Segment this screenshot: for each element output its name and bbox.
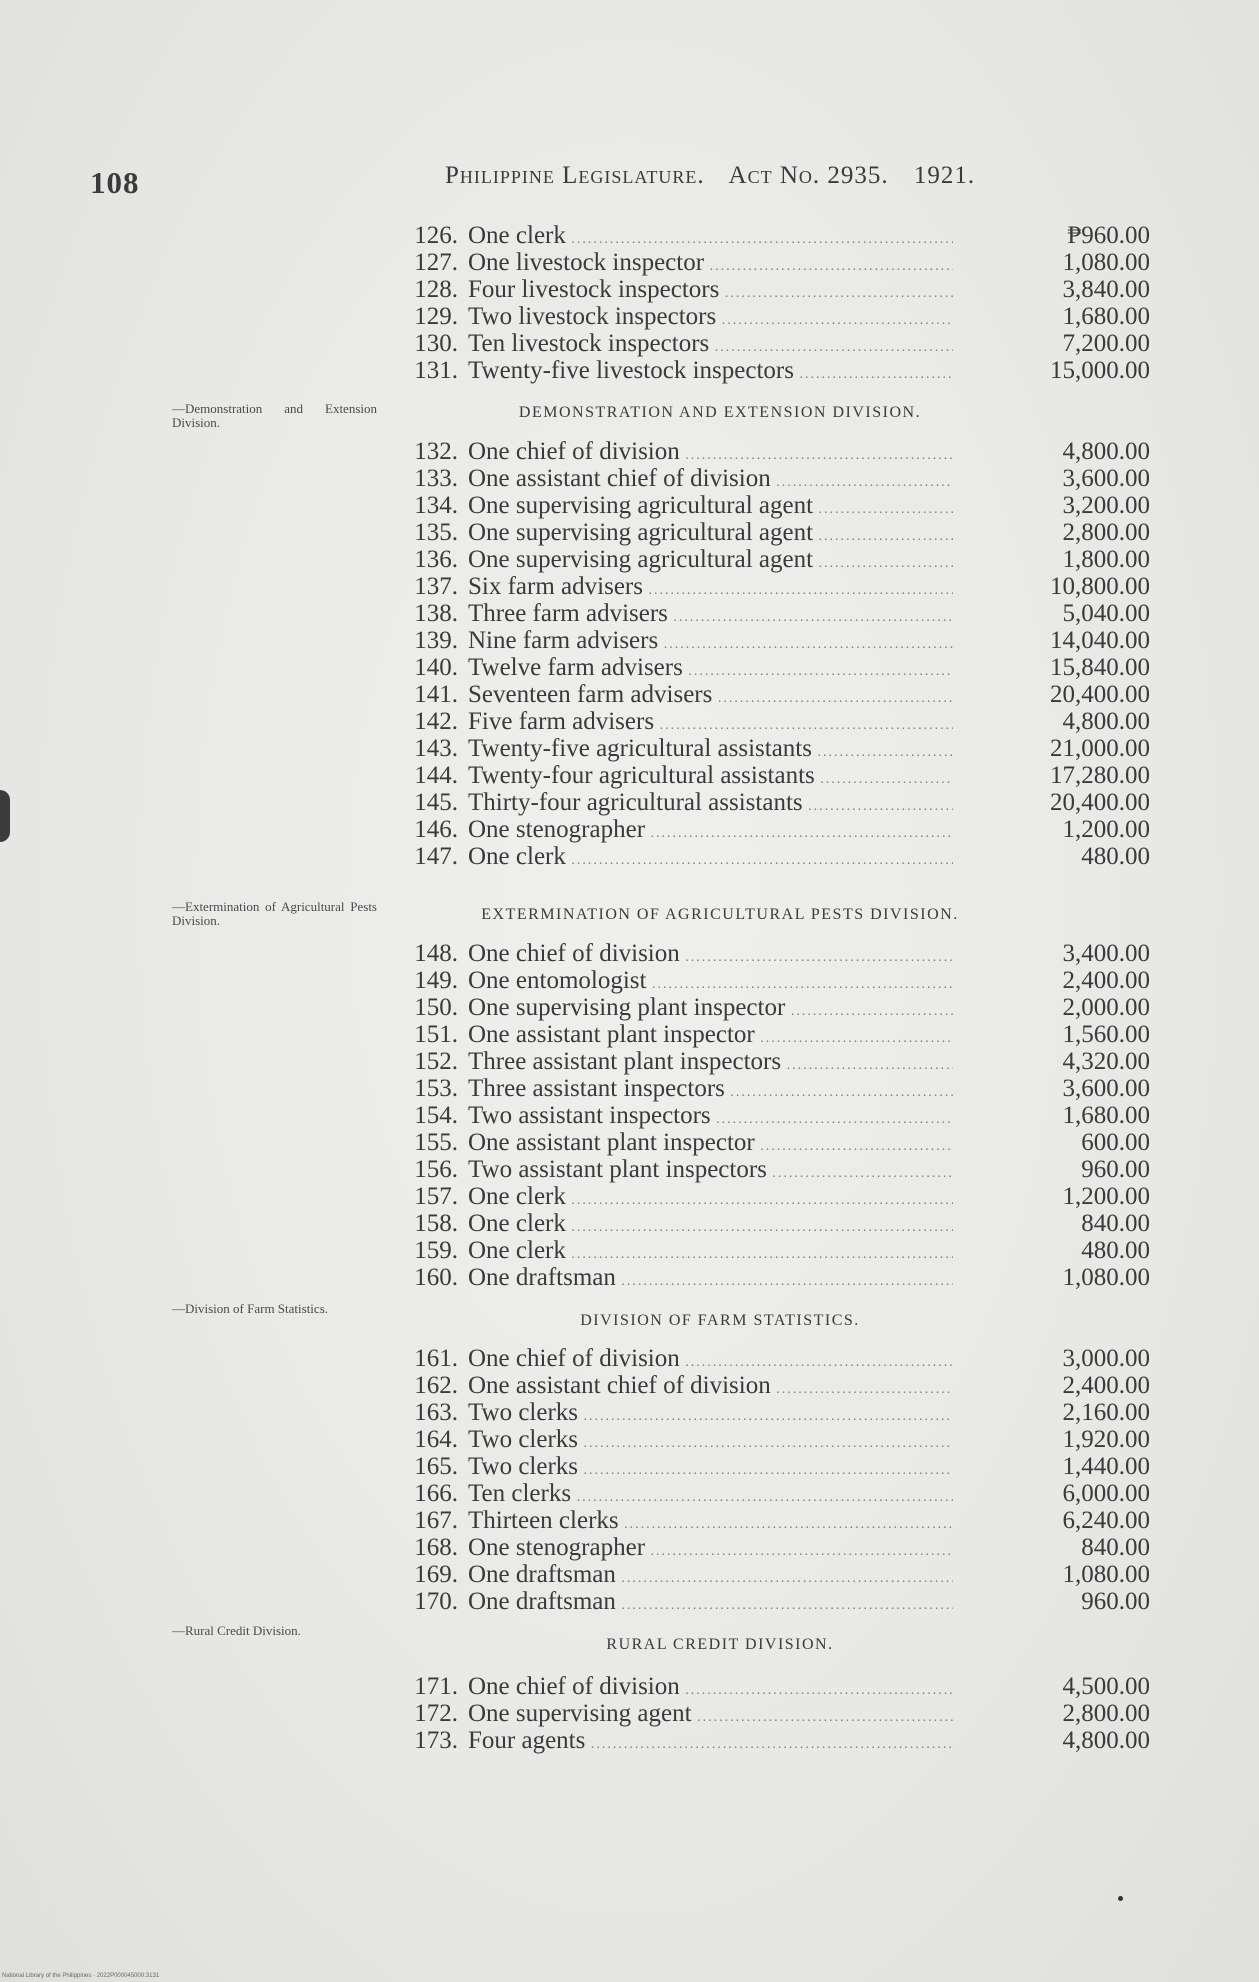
item-amount: 4,800.00 (1062, 438, 1150, 465)
item-number: 157. (414, 1183, 458, 1210)
table-row (400, 1075, 1150, 1102)
item-number: 142. (414, 708, 458, 735)
table-row (400, 1264, 1150, 1291)
item-amount: 840.00 (1081, 1210, 1150, 1237)
item-amount: 2,160.00 (1062, 1399, 1150, 1426)
margin-note-demonstration: —Demonstration and Extension Division. (172, 401, 377, 430)
item-description: Twenty-five agricultural assistants ..... (468, 735, 953, 766)
item-amount: 6,240.00 (1062, 1507, 1150, 1534)
table-row (400, 1156, 1150, 1183)
item-amount: 1,080.00 (1062, 1561, 1150, 1588)
item-amount: 1,080.00 (1062, 249, 1150, 276)
item-amount: 480.00 (1081, 843, 1150, 870)
item-description: One clerk ..... (468, 1237, 953, 1268)
scan-edge-mark (0, 790, 10, 842)
item-number: 156. (414, 1156, 458, 1183)
item-number: 135. (414, 519, 458, 546)
item-description: One assistant chief of division ..... (468, 1372, 953, 1403)
table-row (400, 967, 1150, 994)
item-amount: 4,500.00 (1062, 1673, 1150, 1700)
item-description: One supervising agent ..... (468, 1700, 953, 1731)
item-number: 160. (414, 1264, 458, 1291)
item-description: Two clerks ..... (468, 1426, 953, 1457)
table-row (400, 573, 1150, 600)
table-row (400, 1561, 1150, 1588)
page-number: 108 (90, 165, 140, 200)
item-description: Thirteen clerks ..... (468, 1507, 953, 1538)
section-heading-farm-statistics: DIVISION OF FARM STATISTICS. (580, 1312, 860, 1329)
table-row (400, 1727, 1150, 1754)
item-description: One stenographer ..... (468, 816, 953, 847)
item-description: Three assistant inspectors ..... (468, 1075, 953, 1106)
table-row (400, 681, 1150, 708)
item-amount: 10,800.00 (1050, 573, 1150, 600)
item-description: One clerk ..... (468, 1210, 953, 1241)
item-number: 144. (414, 762, 458, 789)
item-number: 126. (414, 222, 458, 249)
item-number: 141. (414, 681, 458, 708)
item-number: 137. (414, 573, 458, 600)
table-row (400, 1345, 1150, 1372)
item-amount: 1,440.00 (1062, 1453, 1150, 1480)
item-description: One clerk ..... (468, 222, 953, 253)
item-amount: 21,000.00 (1050, 735, 1150, 762)
table-row (400, 1534, 1150, 1561)
item-amount: 1,560.00 (1062, 1021, 1150, 1048)
item-description: One chief of division ..... (468, 1673, 953, 1704)
item-description: Nine farm advisers ..... (468, 627, 953, 658)
margin-note-rural-credit: —Rural Credit Division. (172, 1623, 301, 1638)
margin-note-farm-statistics: —Division of Farm Statistics. (172, 1301, 328, 1316)
item-number: 147. (414, 843, 458, 870)
item-description: Twelve farm advisers ..... (468, 654, 953, 685)
item-amount: ₱960.00 (1067, 222, 1150, 249)
item-amount: 1,680.00 (1062, 303, 1150, 330)
item-amount: 3,400.00 (1062, 940, 1150, 967)
item-description: Twenty-four agricultural assistants ..... (468, 762, 953, 793)
item-description: Two livestock inspectors ..... (468, 303, 953, 334)
ink-speck (1118, 1896, 1123, 1901)
item-description: One draftsman ..... (468, 1264, 953, 1295)
item-amount: 2,800.00 (1062, 519, 1150, 546)
table-row (400, 1102, 1150, 1129)
item-number: 161. (414, 1345, 458, 1372)
table-row (400, 994, 1150, 1021)
item-number: 130. (414, 330, 458, 357)
table-row (400, 1700, 1150, 1727)
item-amount: 3,840.00 (1062, 276, 1150, 303)
item-number: 167. (414, 1507, 458, 1534)
item-amount: 15,840.00 (1050, 654, 1150, 681)
item-amount: 960.00 (1081, 1156, 1150, 1183)
item-description: One assistant plant inspector ..... (468, 1021, 953, 1052)
item-amount: 4,800.00 (1062, 1727, 1150, 1754)
item-amount: 1,200.00 (1062, 816, 1150, 843)
item-description: Two assistant plant inspectors ..... (468, 1156, 953, 1187)
item-description: Four agents ..... (468, 1727, 953, 1758)
item-amount: 1,080.00 (1062, 1264, 1150, 1291)
item-number: 128. (414, 276, 458, 303)
item-amount: 2,400.00 (1062, 967, 1150, 994)
item-amount: 1,920.00 (1062, 1426, 1150, 1453)
table-row (400, 276, 1150, 303)
item-number: 168. (414, 1534, 458, 1561)
item-amount: 2,800.00 (1062, 1700, 1150, 1727)
item-description: One assistant plant inspector ..... (468, 1129, 953, 1160)
table-row (400, 330, 1150, 357)
table-row (400, 1453, 1150, 1480)
item-amount: 600.00 (1081, 1129, 1150, 1156)
item-description: Four livestock inspectors ..... (468, 276, 953, 307)
item-amount: 1,680.00 (1062, 1102, 1150, 1129)
item-description: One draftsman ..... (468, 1561, 953, 1592)
item-description: One chief of division ..... (468, 438, 953, 469)
item-number: 165. (414, 1453, 458, 1480)
item-description: One draftsman ..... (468, 1588, 953, 1619)
item-number: 169. (414, 1561, 458, 1588)
table-row (400, 546, 1150, 573)
item-number: 172. (414, 1700, 458, 1727)
item-description: Two clerks ..... (468, 1399, 953, 1430)
item-number: 154. (414, 1102, 458, 1129)
item-number: 155. (414, 1129, 458, 1156)
item-number: 132. (414, 438, 458, 465)
item-amount: 960.00 (1081, 1588, 1150, 1615)
table-row (400, 654, 1150, 681)
item-number: 162. (414, 1372, 458, 1399)
table-row (400, 438, 1150, 465)
item-description: Two assistant inspectors ..... (468, 1102, 953, 1133)
item-number: 164. (414, 1426, 458, 1453)
item-number: 173. (414, 1727, 458, 1754)
item-amount: 3,600.00 (1062, 465, 1150, 492)
item-number: 140. (414, 654, 458, 681)
year: 1921. (913, 162, 976, 189)
item-amount: 3,600.00 (1062, 1075, 1150, 1102)
item-number: 166. (414, 1480, 458, 1507)
item-number: 129. (414, 303, 458, 330)
item-amount: 14,040.00 (1050, 627, 1150, 654)
table-row (400, 1210, 1150, 1237)
table-row (400, 600, 1150, 627)
margin-note-extermination: —Extermination of Agricultural Pests Division. (172, 899, 377, 928)
table-row (400, 940, 1150, 967)
table-row (400, 789, 1150, 816)
item-number: 163. (414, 1399, 458, 1426)
item-number: 152. (414, 1048, 458, 1075)
table-row (400, 492, 1150, 519)
item-number: 148. (414, 940, 458, 967)
table-row (400, 1426, 1150, 1453)
item-number: 158. (414, 1210, 458, 1237)
item-description: Seventeen farm advisers ..... (468, 681, 953, 712)
running-head (445, 162, 993, 190)
item-amount: 2,000.00 (1062, 994, 1150, 1021)
item-number: 127. (414, 249, 458, 276)
item-number: 138. (414, 600, 458, 627)
table-row (400, 735, 1150, 762)
item-number: 171. (414, 1673, 458, 1700)
item-amount: 4,320.00 (1062, 1048, 1150, 1075)
table-row (400, 1588, 1150, 1615)
section-heading-demonstration: DEMONSTRATION AND EXTENSION DIVISION. (518, 404, 922, 421)
section-heading-extermination: EXTERMINATION OF AGRICULTURAL PESTS DIVISION. (481, 906, 959, 923)
table-row (400, 1183, 1150, 1210)
table-row (400, 843, 1150, 870)
item-amount: 840.00 (1081, 1534, 1150, 1561)
act-number: Act No. 2935. (728, 162, 889, 189)
table-row (400, 519, 1150, 546)
item-description: Three farm advisers ..... (468, 600, 953, 631)
item-description: One assistant chief of division ..... (468, 465, 953, 496)
table-row (400, 1399, 1150, 1426)
table-row (400, 627, 1150, 654)
item-number: 150. (414, 994, 458, 1021)
section-heading-rural-credit: RURAL CREDIT DIVISION. (606, 1636, 834, 1653)
item-description: One chief of division ..... (468, 940, 953, 971)
item-number: 170. (414, 1588, 458, 1615)
table-row (400, 249, 1150, 276)
item-number: 143. (414, 735, 458, 762)
table-row (400, 762, 1150, 789)
item-description: One supervising agricultural agent ..... (468, 546, 953, 577)
item-description: Thirty-four agricultural assistants ..... (468, 789, 953, 820)
table-row (400, 222, 1150, 249)
item-number: 131. (414, 357, 458, 384)
item-number: 136. (414, 546, 458, 573)
item-amount: 5,040.00 (1062, 600, 1150, 627)
item-number: 153. (414, 1075, 458, 1102)
item-number: 159. (414, 1237, 458, 1264)
item-number: 151. (414, 1021, 458, 1048)
running-title: Philippine Legislature. (445, 162, 705, 189)
item-amount: 480.00 (1081, 1237, 1150, 1264)
item-description: One clerk ..... (468, 1183, 953, 1214)
table-row (400, 708, 1150, 735)
footer-credit: National Library of the Philippines · 2022P000045000:3131 (2, 1973, 160, 1979)
item-description: One chief of division ..... (468, 1345, 953, 1376)
table-row (400, 465, 1150, 492)
item-amount: 3,200.00 (1062, 492, 1150, 519)
item-amount: 4,800.00 (1062, 708, 1150, 735)
item-description: Five farm advisers ..... (468, 708, 953, 739)
item-amount: 3,000.00 (1062, 1345, 1150, 1372)
item-description: One clerk ..... (468, 843, 953, 874)
table-row (400, 816, 1150, 843)
item-amount: 2,400.00 (1062, 1372, 1150, 1399)
item-description: One supervising plant inspector ..... (468, 994, 953, 1025)
item-description: Twenty-five livestock inspectors ..... (468, 357, 953, 388)
item-amount: 17,280.00 (1050, 762, 1150, 789)
item-description: Two clerks ..... (468, 1453, 953, 1484)
item-description: One stenographer ..... (468, 1534, 953, 1565)
item-amount: 20,400.00 (1050, 681, 1150, 708)
item-number: 133. (414, 465, 458, 492)
table-row (400, 1129, 1150, 1156)
item-amount: 6,000.00 (1062, 1480, 1150, 1507)
item-description: Three assistant plant inspectors ..... (468, 1048, 953, 1079)
table-row (400, 1372, 1150, 1399)
item-description: Six farm advisers ..... (468, 573, 953, 604)
table-row (400, 1480, 1150, 1507)
table-row (400, 303, 1150, 330)
table-row (400, 1237, 1150, 1264)
table-row (400, 357, 1150, 384)
table-row (400, 1673, 1150, 1700)
item-description: One supervising agricultural agent ..... (468, 519, 953, 550)
item-description: Ten clerks ..... (468, 1480, 953, 1511)
item-number: 146. (414, 816, 458, 843)
table-row (400, 1048, 1150, 1075)
item-number: 145. (414, 789, 458, 816)
item-amount: 20,400.00 (1050, 789, 1150, 816)
table-row (400, 1021, 1150, 1048)
item-amount: 7,200.00 (1062, 330, 1150, 357)
item-description: One supervising agricultural agent ..... (468, 492, 953, 523)
item-amount: 15,000.00 (1050, 357, 1150, 384)
item-number: 139. (414, 627, 458, 654)
item-number: 149. (414, 967, 458, 994)
item-description: One livestock inspector ..... (468, 249, 953, 280)
item-description: One entomologist ..... (468, 967, 953, 998)
item-amount: 1,800.00 (1062, 546, 1150, 573)
table-row (400, 1507, 1150, 1534)
item-description: Ten livestock inspectors ..... (468, 330, 953, 361)
item-number: 134. (414, 492, 458, 519)
item-amount: 1,200.00 (1062, 1183, 1150, 1210)
